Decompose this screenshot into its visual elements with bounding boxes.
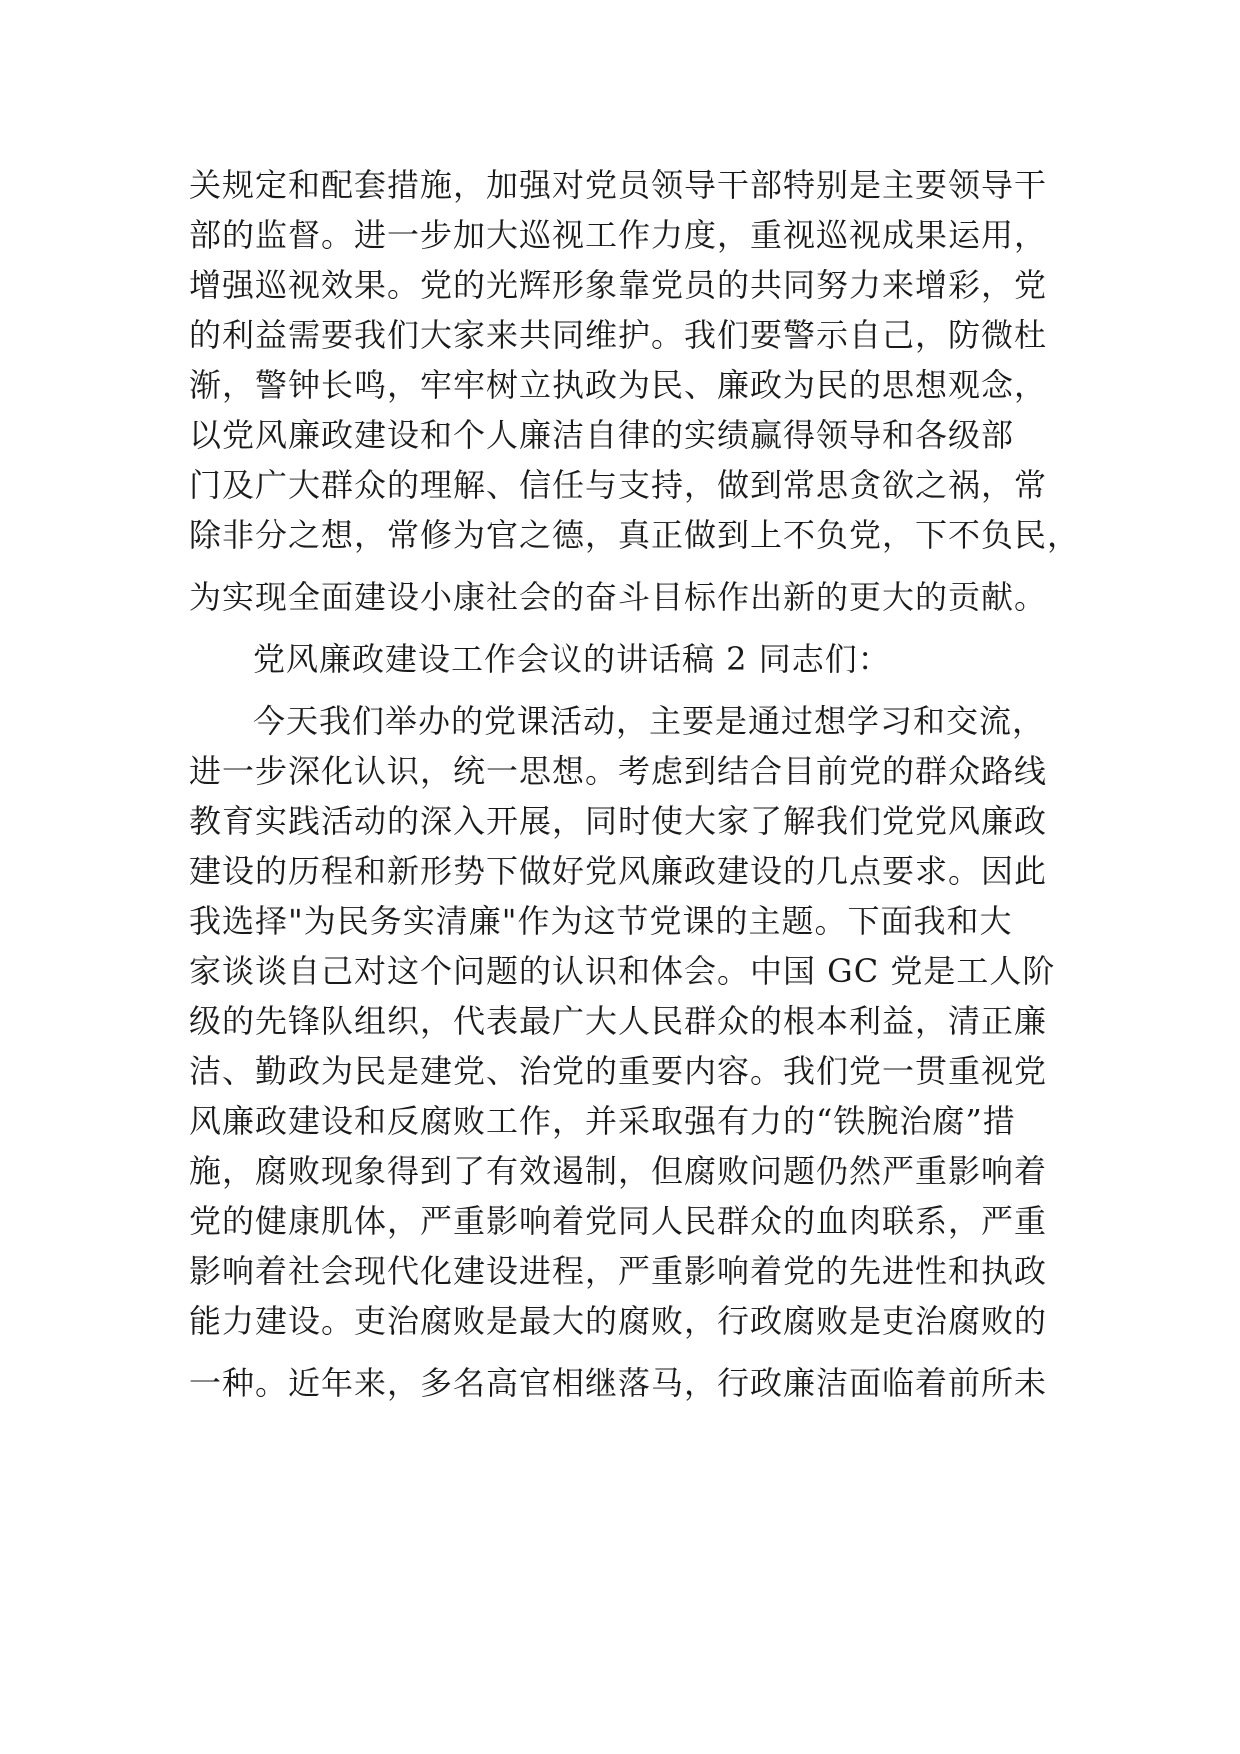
text-line: 施，腐败现象得到了有效遏制，但腐败问题仍然严重影响着 [189, 1152, 1048, 1190]
paragraph-2 [189, 696, 1069, 1408]
text-line: 洁、勤政为民是建党、治党的重要内容。我们党一贯重视党 [189, 1052, 1048, 1090]
text-line: 能力建设。吏治腐败是最大的腐败，行政腐败是吏治腐败的 [189, 1302, 1048, 1340]
text-line: 教育实践活动的深入开展，同时使大家了解我们党党风廉政 [189, 802, 1048, 840]
text-line: 我选择"为民务实清廉"作为这节党课的主题。下面我和大 [189, 902, 1013, 940]
text-line: 的利益需要我们大家来共同维护。我们要警示自己，防微杜 [189, 316, 1048, 354]
text-line: 建设的历程和新形势下做好党风廉政建设的几点要求。因此 [189, 852, 1048, 890]
text-line: 部的监督。进一步加大巡视工作力度，重视巡视成果运用， [189, 216, 1048, 254]
paragraph-1 [189, 160, 1081, 622]
text-line: 进一步深化认识，统一思想。考虑到结合目前党的群众路线 [189, 752, 1048, 790]
text-line: 除非分之想，常修为官之德，真正做到上不负党，下不负民， [189, 516, 1081, 554]
text-line: 渐，警钟长鸣，牢牢树立执政为民、廉政为民的思想观念， [189, 366, 1048, 404]
section-heading: 党风廉政建设工作会议的讲话稿 2 同志们： [253, 640, 891, 678]
text-line: 门及广大群众的理解、信任与支持，做到常思贪欲之祸，常 [189, 466, 1048, 504]
text-line: 级的先锋队组织，代表最广大人民群众的根本利益，清正廉 [189, 1002, 1048, 1040]
text-line: 今天我们举办的党课活动，主要是通过想学习和交流， [253, 702, 1046, 740]
document-body [189, 160, 1081, 1408]
text-line: 以党风廉政建设和个人廉洁自律的实绩赢得领导和各级部 [189, 416, 1015, 454]
text-line: 影响着社会现代化建设进程，严重影响着党的先进性和执政 [189, 1252, 1048, 1290]
text-line: 关规定和配套措施，加强对党员领导干部特别是主要领导干 [189, 166, 1048, 204]
text-line: 一种。近年来，多名高官相继落马，行政廉洁面临着前所未 [189, 1364, 1048, 1402]
text-line: 增强巡视效果。党的光辉形象靠党员的共同努力来增彩，党 [189, 266, 1048, 304]
text-line: 为实现全面建设小康社会的奋斗目标作出新的更大的贡献。 [189, 578, 1048, 616]
text-line: 党的健康肌体，严重影响着党同人民群众的血肉联系，严重 [189, 1202, 1048, 1240]
text-line: 家谈谈自己对这个问题的认识和体会。中国 GC 党是工人阶 [189, 952, 1056, 990]
text-line: 风廉政建设和反腐败工作，并采取强有力的“铁腕治腐”措 [189, 1102, 1016, 1140]
